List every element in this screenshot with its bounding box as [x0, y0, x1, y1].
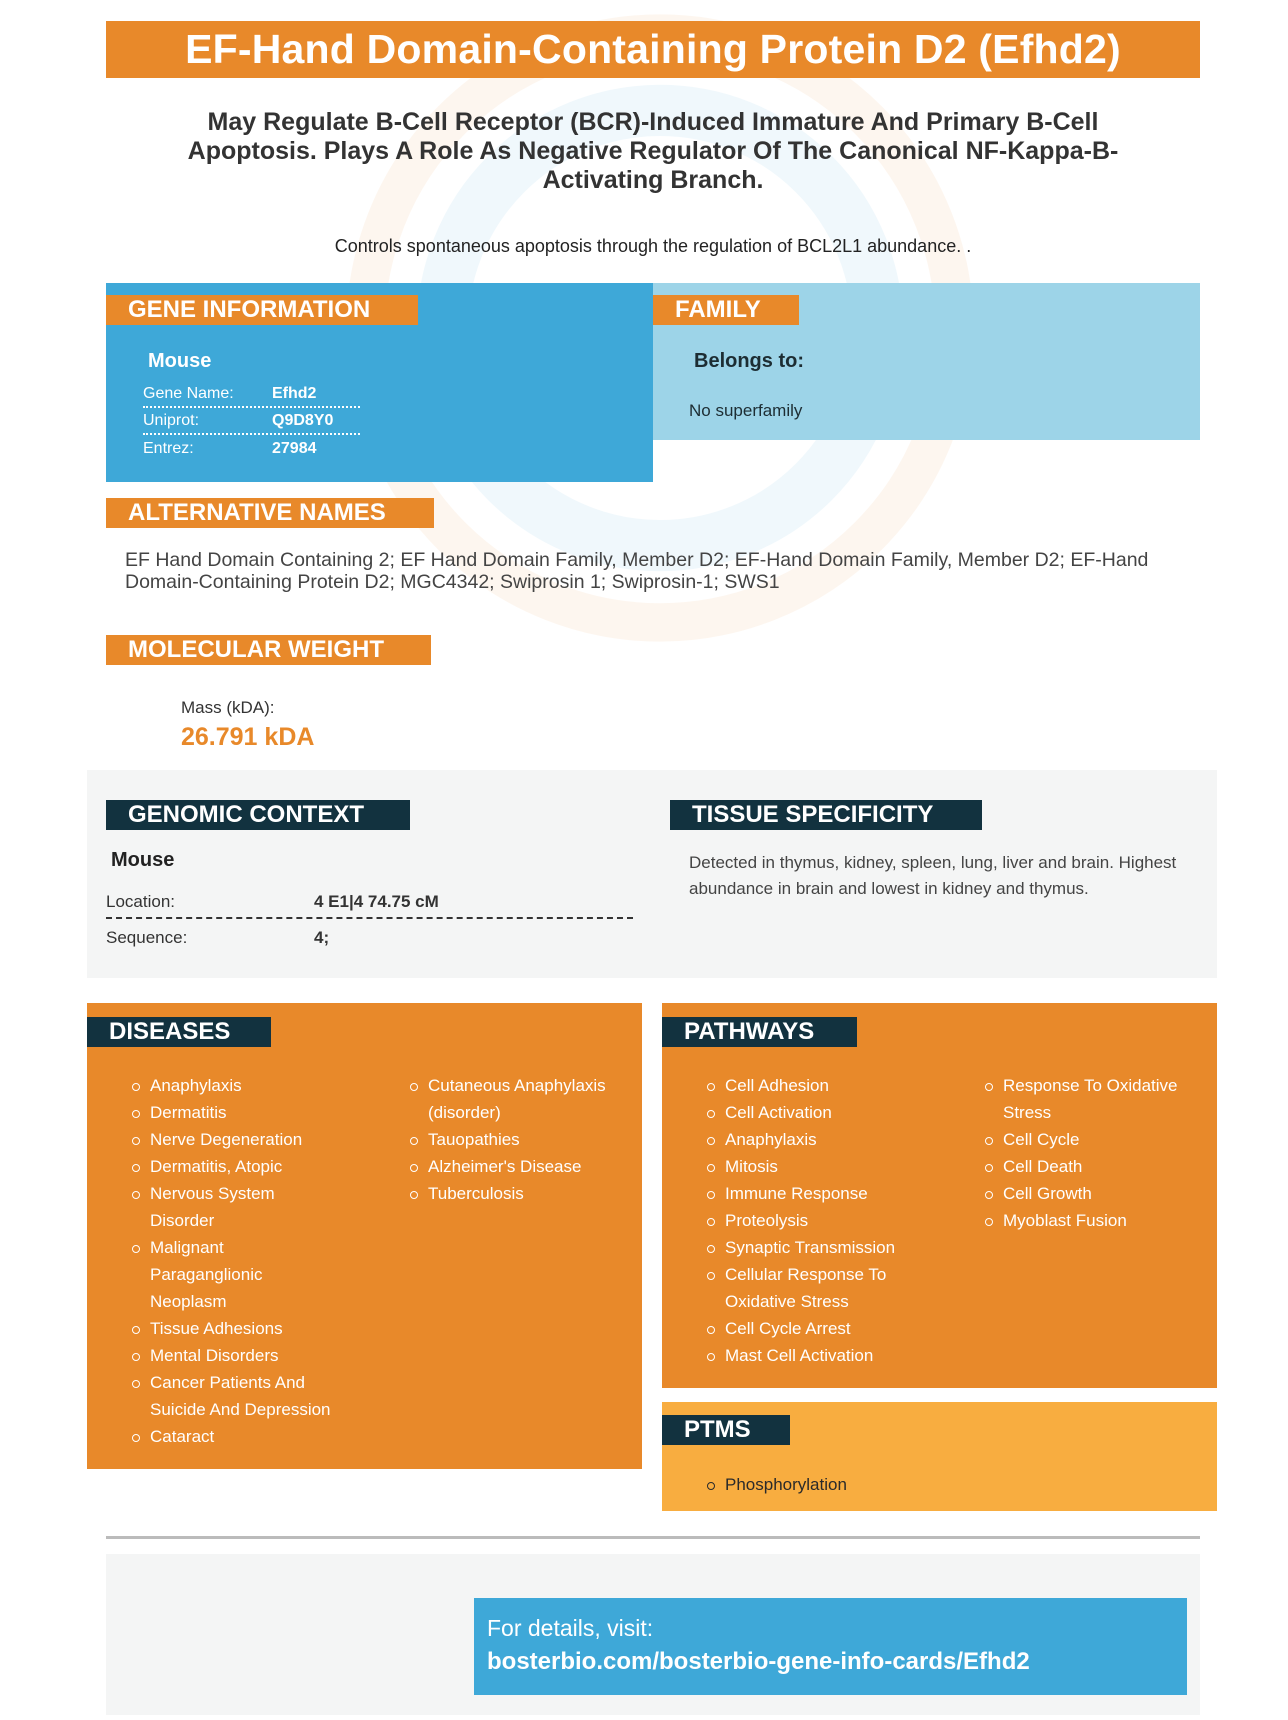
sequence-row	[106, 921, 633, 954]
list-item: Myoblast Fusion	[983, 1207, 1213, 1234]
list-item: Mitosis	[705, 1153, 955, 1180]
sequence-value: 4;	[314, 927, 330, 947]
location-value: 4 E1|4 74.75 cM	[314, 891, 439, 911]
list-item: Nervous System Disorder	[130, 1180, 280, 1234]
mass-label: Mass (kDA):	[181, 698, 275, 717]
footer-label: For details, visit:	[487, 1615, 654, 1641]
uniprot-value: Q9D8Y0	[272, 411, 334, 429]
ptms-heading: PTMS	[662, 1415, 790, 1445]
entrez-value: 27984	[272, 439, 317, 457]
gene-name-label: Gene Name:	[143, 384, 234, 402]
list-item: Phosphorylation	[705, 1471, 955, 1498]
pathways-list-col1	[705, 1072, 955, 1369]
list-item: Cell Death	[983, 1153, 1213, 1180]
list-item: Cell Adhesion	[705, 1072, 955, 1099]
list-item: Cellular Response To Oxidative Stress	[705, 1261, 905, 1315]
mass-value: 26.791 kDA	[181, 723, 315, 751]
uniprot-row	[143, 408, 360, 435]
gene-species: Mouse	[148, 350, 212, 372]
diseases-heading: DISEASES	[87, 1017, 271, 1047]
list-item: Mast Cell Activation	[705, 1342, 955, 1369]
tissue-specificity-text: Detected in thymus, kidney, spleen, lung, liver and brain. Highest abundance in brain and lowest in kidney and thymus.	[689, 853, 1177, 898]
list-item: Synaptic Transmission	[705, 1234, 955, 1261]
list-item: Dermatitis	[130, 1099, 370, 1126]
list-item: Cell Activation	[705, 1099, 955, 1126]
gene-name-value: Efhd2	[272, 384, 317, 402]
entrez-label: Entrez:	[143, 439, 194, 457]
list-item: Tauopathies	[408, 1126, 638, 1153]
family-belongs-label: Belongs to:	[694, 350, 804, 372]
list-item: Cell Growth	[983, 1180, 1213, 1207]
list-item: Anaphylaxis	[130, 1072, 370, 1099]
diseases-list-col2	[408, 1072, 638, 1207]
page-title: EF-Hand Domain-Containing Protein D2 (Efhd2)	[185, 26, 1121, 72]
alternative-names-heading: ALTERNATIVE NAMES	[106, 498, 434, 528]
ptms-list	[705, 1471, 955, 1498]
list-item: Alzheimer's Disease	[408, 1153, 638, 1180]
function-detail: Controls spontaneous apoptosis through the regulation of BCL2L1 abundance. .	[334, 236, 972, 256]
list-item: Anaphylaxis	[705, 1126, 955, 1153]
list-item: Proteolysis	[705, 1207, 955, 1234]
list-item: Tuberculosis	[408, 1180, 638, 1207]
list-item: Cutaneous Anaphylaxis (disorder)	[408, 1072, 618, 1126]
diseases-list-col1	[130, 1072, 370, 1450]
list-item: Cell Cycle Arrest	[705, 1315, 955, 1342]
uniprot-label: Uniprot:	[143, 411, 200, 429]
list-item: Dermatitis, Atopic	[130, 1153, 370, 1180]
alternative-names-text: EF Hand Domain Containing 2; EF Hand Domain Family, Member D2; EF-Hand Domain Family, Member D2; EF-Hand Domain-Containing Protein D2; MGC4342; Swiprosin 1; Swiprosin-1; SWS1	[125, 549, 1149, 593]
genomic-species: Mouse	[111, 849, 175, 871]
list-item: Response To Oxidative Stress	[983, 1072, 1203, 1126]
title-bar	[106, 21, 1200, 78]
list-item: Cell Cycle	[983, 1126, 1213, 1153]
function-heading: May Regulate B-Cell Receptor (BCR)-Induced Immature And Primary B-Cell Apoptosis. Plays A Role As Negative Regulator Of The Canonical NF-Kappa-B-Activating Branch.	[187, 108, 1119, 194]
footer-link-box[interactable]	[474, 1598, 1187, 1695]
list-item: Tissue Adhesions	[130, 1315, 370, 1342]
family-heading: FAMILY	[653, 295, 799, 325]
genomic-context-heading: GENOMIC CONTEXT	[106, 800, 410, 830]
list-item: Cataract	[130, 1423, 370, 1450]
entrez-row	[143, 435, 360, 462]
list-item: Mental Disorders	[130, 1342, 370, 1369]
location-row	[106, 886, 633, 919]
list-item: Immune Response	[705, 1180, 955, 1207]
family-value: No superfamily	[689, 401, 803, 420]
gene-information-heading: GENE INFORMATION	[106, 295, 418, 325]
molecular-weight-heading: MOLECULAR WEIGHT	[106, 635, 431, 665]
pathways-heading: PATHWAYS	[662, 1017, 857, 1047]
pathways-list-col2	[983, 1072, 1213, 1234]
divider	[106, 1536, 1200, 1539]
footer-url-link[interactable]: bosterbio.com/bosterbio-gene-info-cards/Efhd2	[487, 1648, 1030, 1675]
sequence-label: Sequence:	[106, 927, 188, 947]
gene-name-row	[143, 381, 360, 408]
location-label: Location:	[106, 891, 175, 911]
list-item: Nerve Degeneration	[130, 1126, 370, 1153]
list-item: Malignant Paraganglionic Neoplasm	[130, 1234, 270, 1315]
list-item: Cancer Patients And Suicide And Depression	[130, 1369, 340, 1423]
tissue-specificity-heading: TISSUE SPECIFICITY	[670, 800, 982, 830]
